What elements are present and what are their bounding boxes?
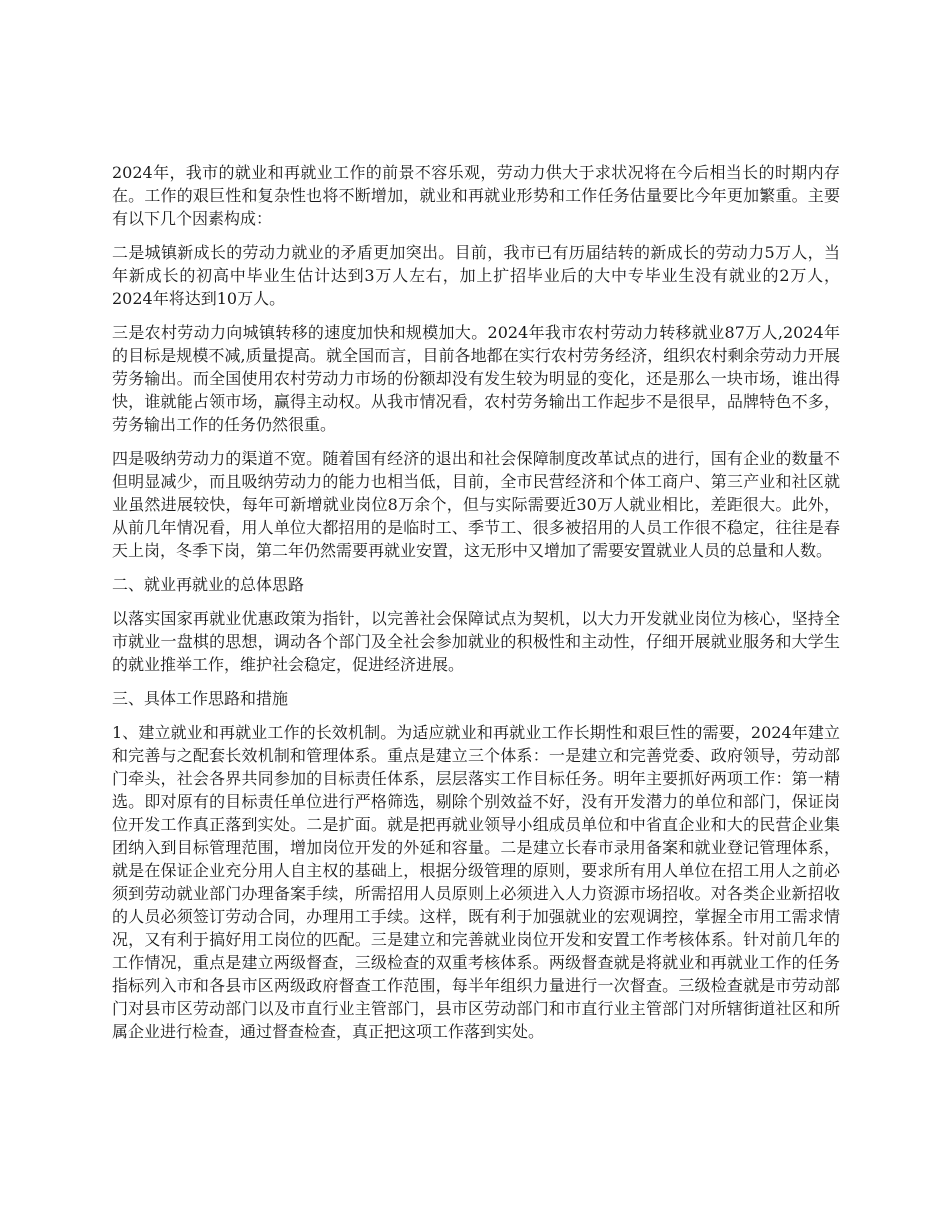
paragraph-rural-transfer: 三是农村劳动力向城镇转移的速度加快和规模加大。2024年我市农村劳动力转移就业87万人,2024年的目标是规模不减,质量提高。就全国而言，目前各地都在实行农村劳务经济，组织农村剩余劳动力开展劳务输出。而全国使用农村劳动力市场的份额却没有发生较为明显的变化，还是那么一块市场，谁出得快，谁就能占领市场，赢得主动权。从我市情况看，农村劳务输出工作起步不是很早，品牌特色不多，劳务输出工作的任务仍然很重。 (112, 323, 840, 434)
paragraph-absorption-channels: 四是吸纳劳动力的渠道不宽。随着国有经济的退出和社会保障制度改革试点的进行，国有企业的数量不但明显减少，而且吸纳劳动力的能力也相当低，目前，全市民营经济和个体工商户、第三产业和社区就业虽然进展较快，每年可新增就业岗位8万余个，但与实际需要近30万人就业相比，差距很大。此外，从前几年情况看，用人单位大都招用的是临时工、季节工、很多被招用的人员工作很不稳定，往往是春天上岗，冬季下岗，第二年仍然需要再就业安置，这无形中又增加了需要安置就业人员的总量和人数。 (112, 449, 840, 560)
paragraph-urban-labor: 二是城镇新成长的劳动力就业的矛盾更加突出。目前，我市已有历届结转的新成长的劳动力5万人，当年新成长的初高中毕业生估计达到3万人左右，加上扩招毕业后的大中专毕业生没有就业的2万人，2024年将达到10万人。 (112, 243, 840, 308)
document-body (112, 161, 840, 1054)
paragraph-outlook: 2024年，我市的就业和再就业工作的前景不容乐观，劳动力供大于求状况将在今后相当长的时期内存在。工作的艰巨性和复杂性也将不断增加，就业和再就业形势和工作任务估量要比今年更加繁重。主要有以下几个因素构成： (112, 163, 840, 228)
section-heading-specific-measures: 三、具体工作思路和措施 (112, 689, 289, 708)
paragraph-overall-approach: 以落实国家再就业优惠政策为指针，以完善社会保障试点为契机，以大力开发就业岗位为核心，坚持全市就业一盘棋的思想，调动各个部门及全社会参加就业的积极性和主动性，仔细开展就业服务和大学生的就业推举工作，维护社会稳定，促进经济进展。 (112, 609, 840, 674)
paragraph-long-term-mechanism: 1、建立就业和再就业工作的长效机制。为适应就业和再就业工作长期性和艰巨性的需要，2024年建立和完善与之配套长效机制和管理体系。重点是建立三个体系：一是建立和完善党委、政府领导，劳动部门牵头，社会各界共同参加的目标责任体系，层层落实工作目标任务。明年主要抓好两项工作：第一精选。即对原有的目标责任单位进行严格筛选，剔除个别效益不好，没有开发潜力的单位和部门，保证岗位开发工作真正落到实处。二是扩面。就是把再就业领导小组成员单位和中省直企业和大的民营企业集团纳入到目标管理范围，增加岗位开发的外延和容量。二是建立长春市录用备案和就业登记管理体系，就是在保证企业充分用人自主权的基础上，根据分级管理的原则，要求所有用人单位在招工用人之前必须到劳动就业部门办理备案手续，所需招用人员原则上必须进入人力资源市场招收。对各类企业新招收的人员必须签订劳动合同，办理用工手续。这样，既有利于加强就业的宏观调控，掌握全市用工需求情况，又有利于搞好用工岗位的匹配。三是建立和完善就业岗位开发和安置工作考核体系。针对前几年的工作情况，重点是建立两级督查，三级检查的双重考核体系。两级督查就是将就业和再就业工作的任务指标列入市和各县市区两级政府督查工作范围，每半年组织力量进行一次督查。三级检查就是市劳动部门对县市区劳动部门以及市直行业主管部门，县市区劳动部门和市直行业主管部门对所辖街道社区和所属企业进行检查，通过督查检查，真正把这项工作落到实处。 (112, 723, 840, 1041)
section-heading-overall-approach: 二、就业再就业的总体思路 (112, 575, 305, 594)
